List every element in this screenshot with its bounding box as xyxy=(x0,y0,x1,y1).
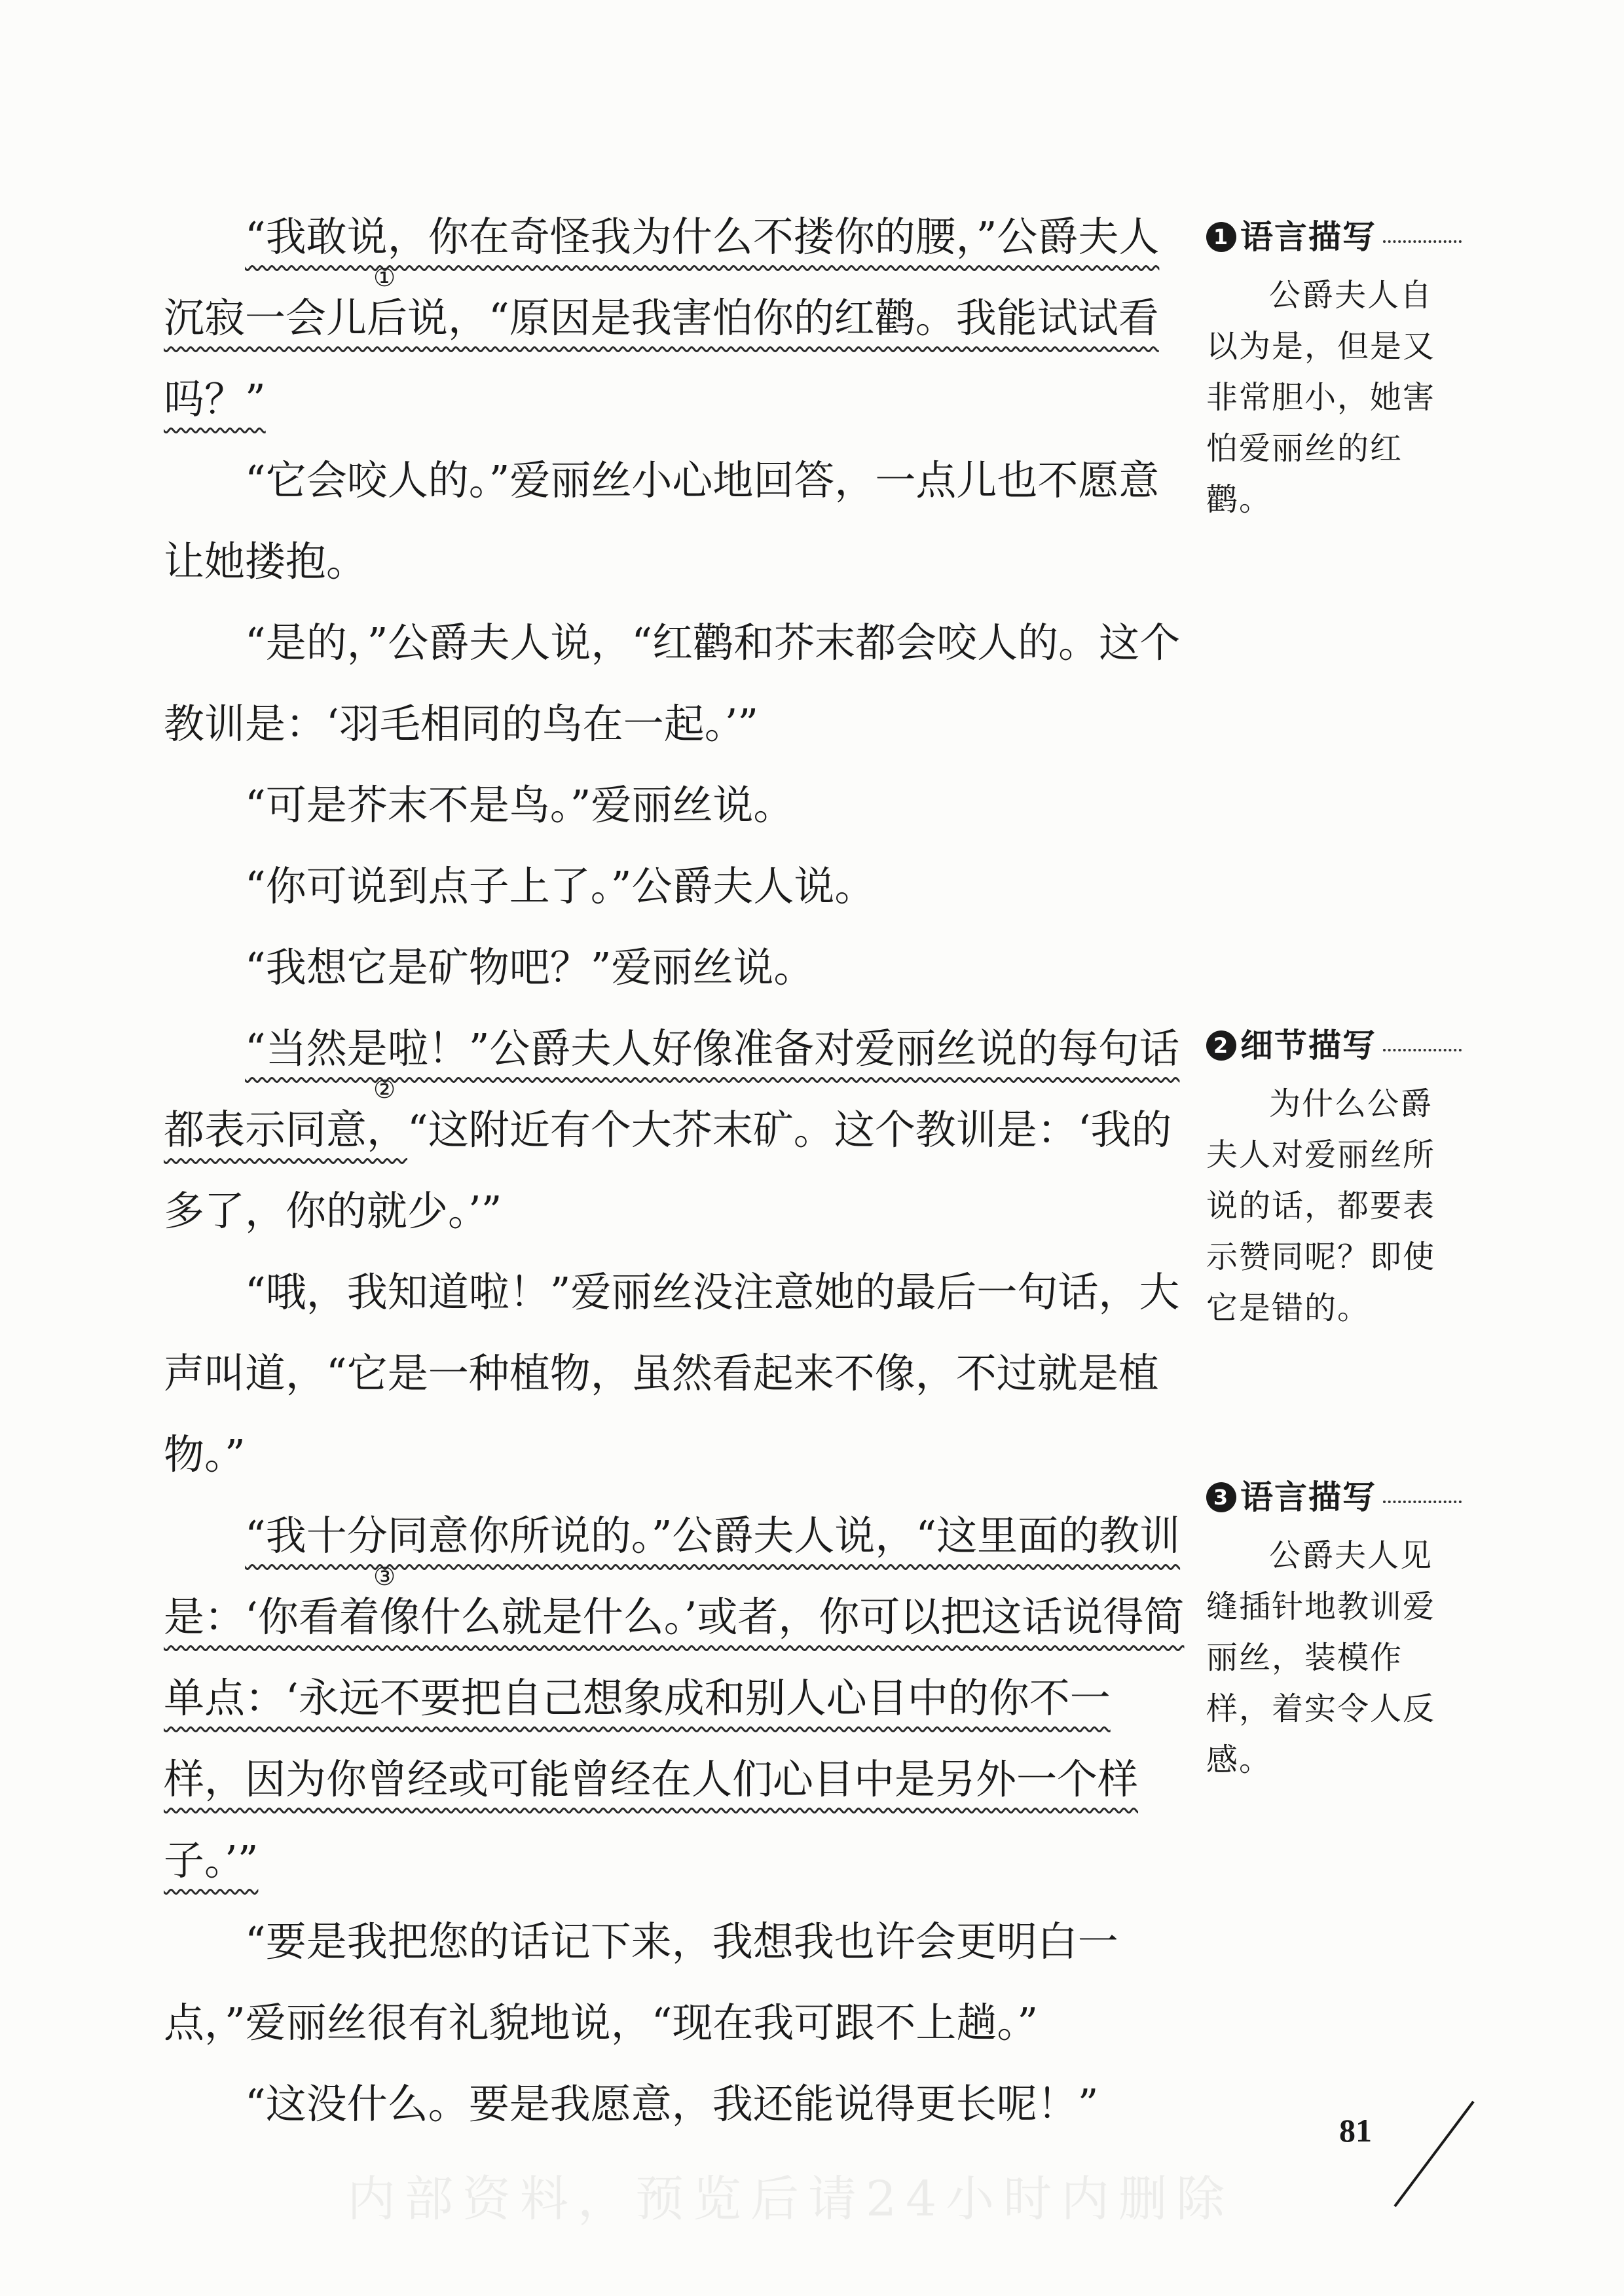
watermark: 内部资料，预览后请24小时内删除 xyxy=(347,2171,1234,2227)
annotation-body: 为什么公爵夫人对爱丽丝所说的话，都要表示赞同呢？即使它是错的。 xyxy=(1206,1085,1436,1326)
paragraph-text: “这附近有个大芥末矿。这个教训是：‘我的多了，你的就少。’” xyxy=(164,1106,1172,1235)
dotted-leader xyxy=(1383,240,1462,243)
page-number: 81 xyxy=(1339,2112,1372,2149)
dotted-leader xyxy=(1383,1501,1462,1503)
paragraph-text: “你可说到点子上了。”公爵夫人说。 xyxy=(245,862,876,910)
paragraph-text: “可是芥末不是鸟。”爱丽丝说。 xyxy=(245,781,794,829)
paragraph-text: “是的，”公爵夫人说，“红鹳和芥末都会咬人的。这个教训是：‘羽毛相同的鸟在一起。’” xyxy=(164,619,1181,748)
paragraph-text: “它会咬人的。”爱丽丝小心地回答，一点儿也不愿意让她搂抱。 xyxy=(164,456,1160,585)
annotation-marker: ③ xyxy=(373,1562,396,1591)
wavy-underlined-text: “当然是啦！”公爵夫人好像准备对爱丽丝说的每句话都表示同意， xyxy=(164,1025,1180,1154)
body-paragraph xyxy=(164,1008,1185,1252)
paragraph-text: “要是我把您的话记下来，我想我也许会更明白一点，”爱丽丝很有礼貌地说，“现在我可跟不上趟。” xyxy=(164,1918,1118,2047)
body-paragraph xyxy=(164,440,1185,602)
main-text xyxy=(164,196,1185,2145)
paragraph-text: “哦，我知道啦！”爱丽丝没注意她的最后一句话，大声叫道，“它是一种植物，虽然看起来不像，不过就是植物。” xyxy=(164,1268,1180,1478)
annotation-marker: ② xyxy=(373,1075,396,1104)
body-paragraph xyxy=(164,846,1185,927)
paragraph-text: “这没什么。要是我愿意，我还能说得更长呢！” xyxy=(245,2080,1099,2128)
wavy-underlined-text: “我十分同意你所说的。”公爵夫人说，“这里面的教训是：‘你看着像什么就是什么。’或者，你可以把这话说得简单点：‘永远不要把自己想象成和别人心目中的你不一样，因为你曾经或可能曾经在人们心目中是另外一个样子。’” xyxy=(164,1512,1185,1884)
annotation-title: 语言描写 xyxy=(1240,1478,1376,1516)
body-paragraph xyxy=(164,2064,1185,2145)
body-paragraph xyxy=(164,1901,1185,2064)
annotation-title: 细节描写 xyxy=(1240,1027,1376,1065)
body-paragraph xyxy=(164,602,1185,765)
annotation-number-badge: 2 xyxy=(1206,1030,1236,1061)
annotation-body: 公爵夫人见缝插针地教训爱丽丝，装模作样，着实令人反感。 xyxy=(1206,1537,1436,1778)
body-paragraph xyxy=(164,196,1185,440)
annotation-2 xyxy=(1206,1025,1462,1334)
annotation-marker: ① xyxy=(373,263,396,292)
dotted-leader xyxy=(1383,1049,1462,1051)
page-number-slash xyxy=(1392,2098,1477,2210)
annotation-number-badge: 3 xyxy=(1206,1482,1236,1512)
body-paragraph xyxy=(164,765,1185,846)
wavy-underlined-text: “我敢说，你在奇怪我为什么不搂你的腰，”公爵夫人沉寂一会儿后说，“原因是我害怕你的红鹳。我能试试看吗？” xyxy=(164,213,1160,423)
annotation-number-badge: 1 xyxy=(1206,222,1236,252)
annotation-1 xyxy=(1206,216,1462,525)
paragraph-text: “我想它是矿物吧？”爱丽丝说。 xyxy=(245,943,815,991)
annotation-3 xyxy=(1206,1476,1462,1785)
annotation-body: 公爵夫人自以为是，但是又非常胆小，她害怕爱丽丝的红鹳。 xyxy=(1206,277,1436,518)
body-paragraph xyxy=(164,1252,1185,1495)
body-paragraph xyxy=(164,1495,1185,1901)
annotation-title: 语言描写 xyxy=(1240,218,1376,256)
body-paragraph xyxy=(164,927,1185,1008)
